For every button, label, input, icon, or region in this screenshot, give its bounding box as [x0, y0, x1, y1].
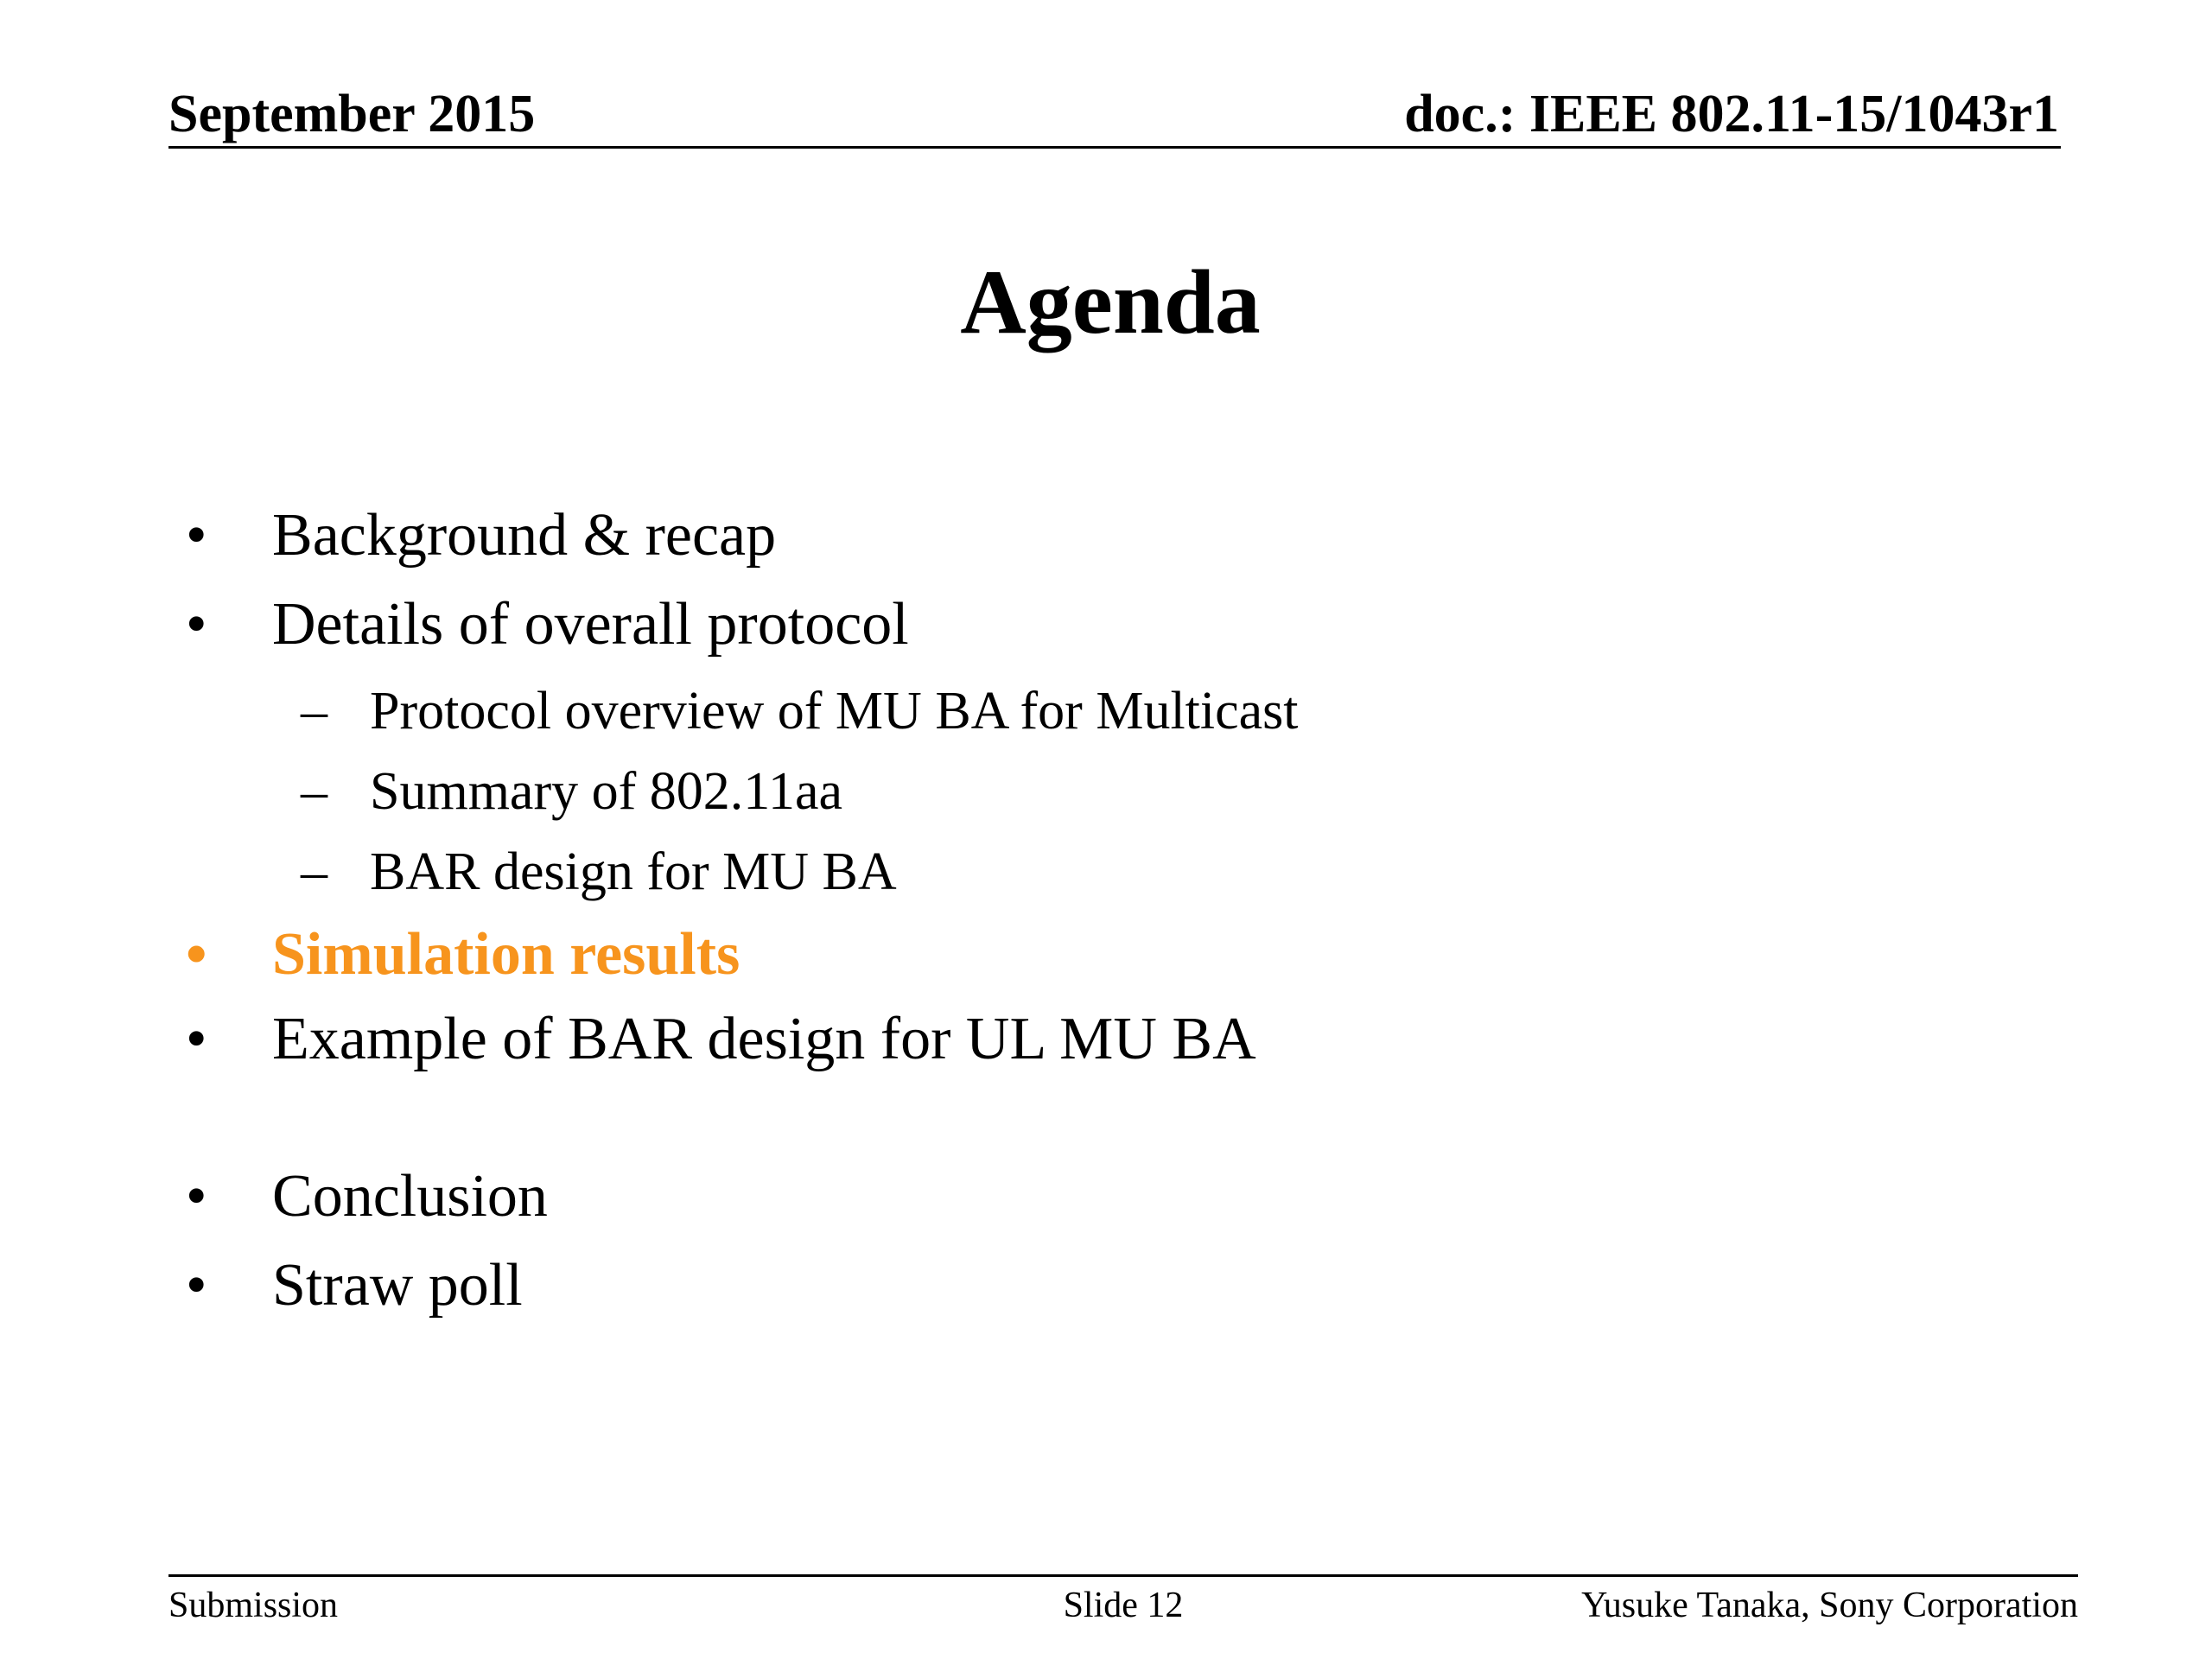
dash-marker: –	[301, 762, 327, 821]
footer-author: Yusuke Tanaka, Sony Corporation	[1581, 1586, 2078, 1625]
dash-marker: –	[301, 682, 327, 741]
agenda-item-label: Simulation results	[272, 921, 741, 988]
bullet-marker: •	[186, 1163, 207, 1230]
header-doc-id: doc.: IEEE 802.11-15/1043r1	[1404, 85, 2059, 143]
bullet-marker: •	[186, 591, 207, 658]
bullet-marker: •	[186, 502, 207, 569]
agenda-subitem-label: BAR design for MU BA	[370, 842, 897, 901]
agenda-item-label: Example of BAR design for UL MU BA	[272, 1006, 1256, 1072]
bullet-marker: •	[186, 921, 207, 988]
dash-marker: –	[301, 842, 327, 901]
header-date: September 2015	[168, 85, 536, 143]
footer-submission: Submission	[168, 1586, 339, 1625]
agenda-subitem-label: Protocol overview of MU BA for Multicast	[370, 682, 1299, 741]
agenda-item-label: Conclusion	[272, 1163, 548, 1230]
bullet-marker: •	[186, 1252, 207, 1319]
agenda-item-label: Straw poll	[272, 1252, 523, 1319]
footer-divider	[168, 1574, 2078, 1577]
footer-slide-number-text: Slide 12	[1063, 1586, 1184, 1625]
bullet-marker: •	[186, 1006, 207, 1072]
slide-footer	[168, 1580, 2078, 1631]
agenda-item-label: Background & recap	[272, 502, 777, 569]
agenda-subitem-label: Summary of 802.11aa	[370, 762, 842, 821]
slide-title: Agenda	[960, 251, 1261, 353]
agenda-item-label: Details of overall protocol	[272, 591, 909, 658]
